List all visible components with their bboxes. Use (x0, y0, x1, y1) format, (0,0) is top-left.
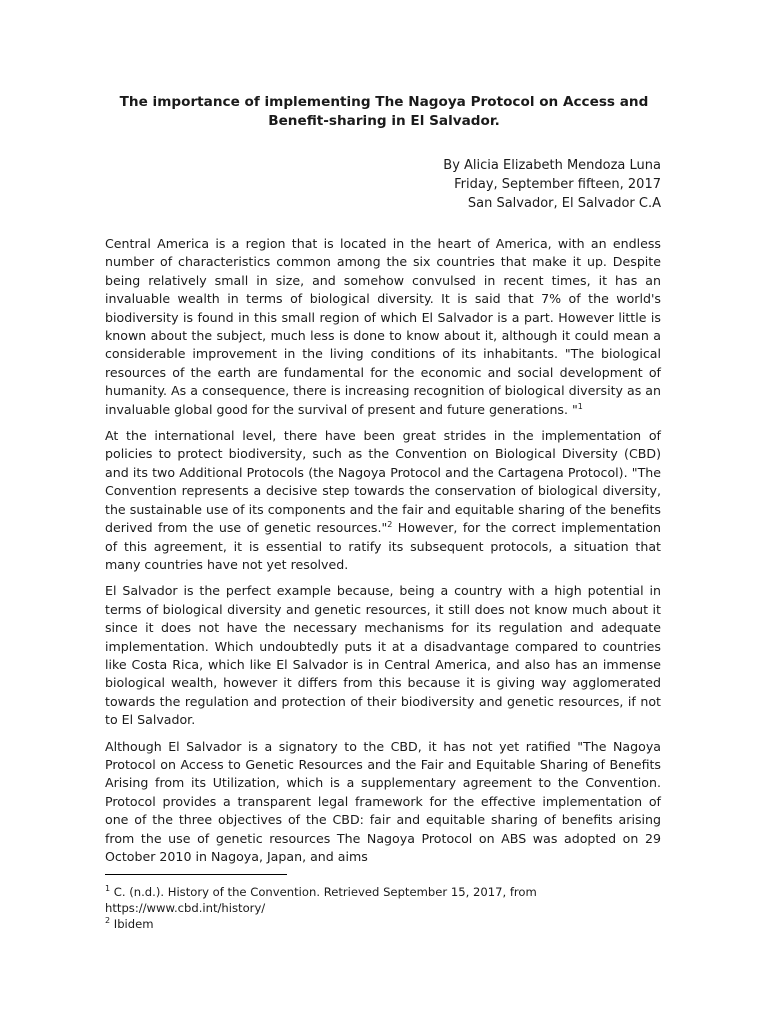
paragraph-text-tail: However, for the correct implementation of this agreement, it is essential to ratify its subsequent protocols, a situation that many countries have not yet resolved. (105, 520, 661, 572)
footnote-1-url: https://www.cbd.int/history/ (105, 901, 266, 915)
footnote-2 (105, 916, 661, 932)
footnote-text: C. (n.d.). History of the Convention. Retrieved September 15, 2017, from (110, 885, 537, 899)
paragraph-3 (105, 582, 661, 729)
byline (261, 156, 661, 213)
footnote-mark: 2 (105, 916, 111, 926)
paragraph-text: Central America is a region that is located in the heart of America, with an endless number of characteristics common among the six countries that make it up. Despite being relatively small in size, and somehow convulsed in recent times, it has an invaluable wealth in terms of biological diversity. It is said that 7% of the world's biodiversity is found in this small region of which El Salvador is a part. However little is known about the subject, much less is done to know about it, although it could mean a considerable improvement in the living conditions of its inhabitants. "The biological resources of the earth are fundamental for the economic and social development of humanity. As a consequence, there is increasing recognition of biological diversity as an invaluable global good for the survival of present and future generations. " (105, 236, 661, 417)
paragraph-4 (105, 738, 661, 867)
paragraph-1 (105, 235, 661, 419)
byline-place: San Salvador, El Salvador C.A (467, 196, 661, 211)
paragraph-text: El Salvador is the perfect example because, being a country with a high potential in terms of biological diversity and genetic resources, it still does not know much about it since it does not have the necessary mechanisms for its regulation and adequate implementation. Which undoubtedly puts it at a disadvantage compared to countries like Costa Rica, which like El Salvador is in Central America, and also has an immense biological wealth, however it differs from this because it is giving way agglomerated towards the regulation and protection of their biodiversity and genetic resources, if not to El Salvador. (105, 583, 661, 728)
byline-author: By Alicia Elizabeth Mendoza Luna (443, 158, 661, 173)
byline-date: Friday, September fifteen, 2017 (454, 177, 661, 192)
footnotes (105, 884, 661, 932)
paragraph-text: Although El Salvador is a signatory to the CBD, it has not yet ratified "The Nagoya Protocol on Access to Genetic Resources and the Fair and Equitable Sharing of Benefits Arising from its Utilization, which is a supplementary agreement to the Convention. Protocol provides a transparent legal framework for the effective implementation of one of the three objectives of the CBD: fair and equitable sharing of benefits arising from the use of genetic resources The Nagoya Protocol on ABS was adopted on 29 October 2010 in Nagoya, Japan, and aims (105, 738, 661, 864)
paragraph-2 (105, 427, 661, 574)
document-title: The importance of implementing The Nagoya Protocol on Access and Benefit-sharing in El Salvador. (119, 94, 649, 129)
footnote-1 (105, 884, 661, 900)
footnote-mark: 1 (105, 884, 111, 894)
footnote-separator (105, 874, 287, 875)
footnote-text: Ibidem (110, 917, 154, 931)
footnote-ref: 2 (387, 519, 393, 529)
footnote-ref: 1 (577, 401, 583, 411)
paragraph-text: At the international level, there have been great strides in the implementation of policies to protect biodiversity, such as the Convention on Biological Diversity (CBD) and its two Additional Protocols (the Nagoya Protocol and the Cartagena Protocol). "The Convention represents a decisive step towards the conservation of biological diversity, the sustainable use of its components and the fair and equitable sharing of the benefits derived from the use of genetic resources." (105, 428, 661, 536)
document-body (105, 235, 661, 874)
